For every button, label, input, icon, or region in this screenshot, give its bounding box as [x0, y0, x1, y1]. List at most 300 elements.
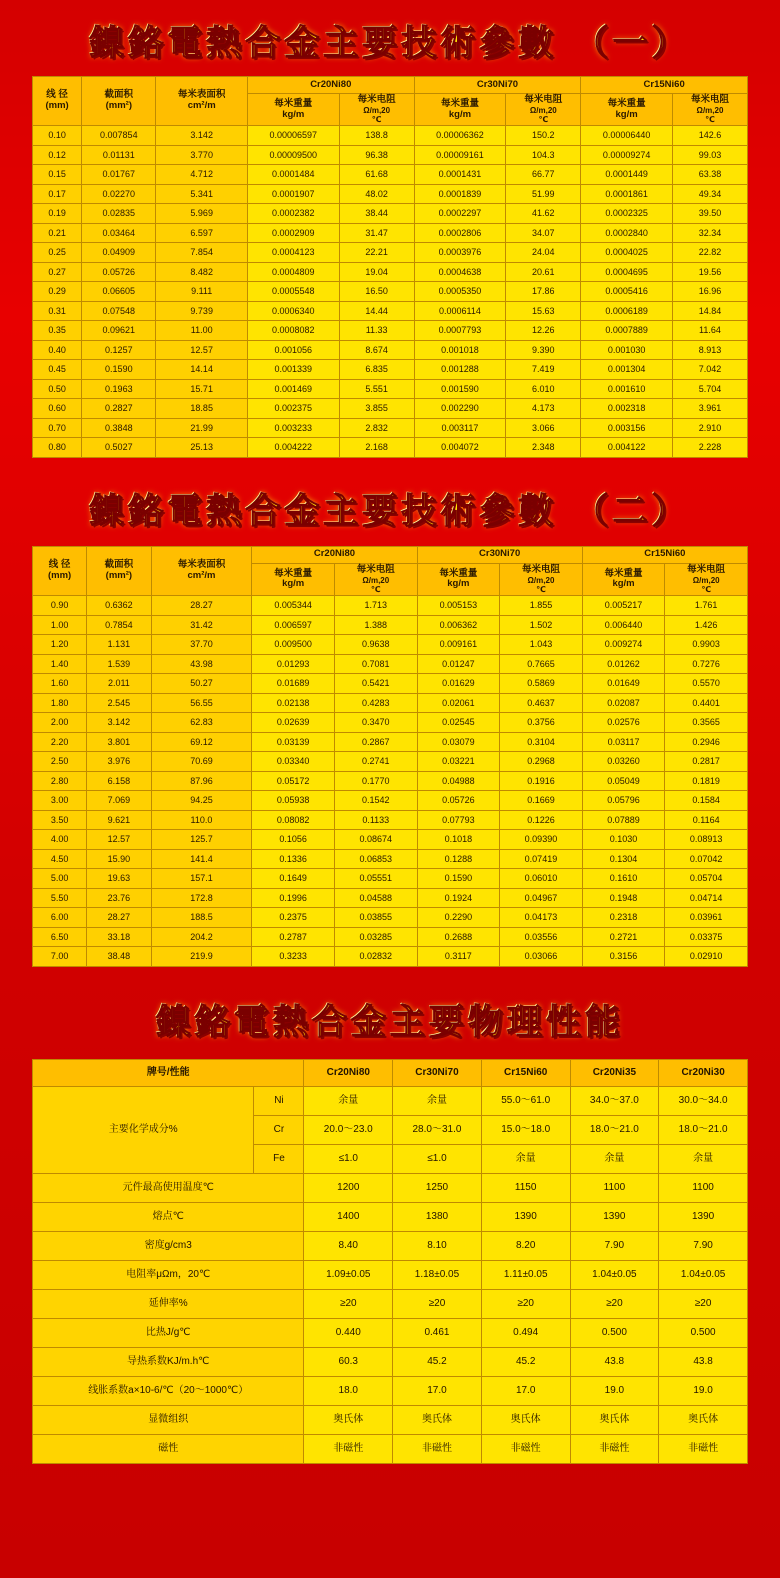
table-cell: 0.009274 — [582, 635, 665, 655]
header-res-line2: Ω/m,20 — [363, 105, 391, 115]
table-cell: 66.77 — [506, 165, 581, 185]
header-weight-line2: kg/m — [615, 108, 638, 120]
table-cell: 0.003117 — [414, 418, 506, 438]
table-cell: 12.57 — [156, 340, 248, 360]
table-cell: 62.83 — [151, 713, 252, 733]
table-cell: 2.20 — [33, 732, 87, 752]
table-cell: 6.835 — [339, 360, 414, 380]
header-res-line2: Ω/m,20 — [696, 105, 724, 115]
table-cell: 25.13 — [156, 438, 248, 458]
table-row — [33, 379, 748, 399]
header-diameter-line2: (mm) — [45, 100, 69, 112]
table-cell: 非磁性 — [659, 1434, 748, 1463]
table-cell: 21.99 — [156, 418, 248, 438]
table-cell: 0.0006189 — [581, 301, 673, 321]
table-cell: 1.855 — [500, 596, 583, 616]
table-cell: 14.44 — [339, 301, 414, 321]
table-cell: 0.1018 — [417, 830, 500, 850]
header-surface-line2: cm²/m — [187, 569, 216, 581]
table-cell: 87.96 — [151, 771, 252, 791]
table-cell: 38.48 — [87, 947, 151, 967]
table-cell: 0.08082 — [252, 810, 335, 830]
table-cell: 0.006597 — [252, 615, 335, 635]
table-cell: 0.1584 — [665, 791, 748, 811]
table-cell: 12.26 — [506, 321, 581, 341]
table-cell: 99.03 — [672, 145, 747, 165]
table-cell: 0.7081 — [334, 654, 417, 674]
table-header-row — [33, 77, 748, 94]
table-cell: 0.1590 — [417, 869, 500, 889]
table-cell: 1150 — [481, 1173, 570, 1202]
header-diameter-line2: (mm) — [47, 569, 72, 581]
header-alloy: Cr15Ni60 — [481, 1059, 570, 1086]
table-cell: 22.21 — [339, 243, 414, 263]
table-cell: 18.85 — [156, 399, 248, 419]
table-cell: 0.1948 — [582, 888, 665, 908]
table-row — [33, 947, 748, 967]
table-cell: 0.0005350 — [414, 282, 506, 302]
table-cell: 8.482 — [156, 262, 248, 282]
table-cell: 0.2867 — [334, 732, 417, 752]
table-cell: ≥20 — [304, 1289, 393, 1318]
table-cell: 8.913 — [672, 340, 747, 360]
table-cell: 非磁性 — [570, 1434, 659, 1463]
table-cell: 0.1226 — [500, 810, 583, 830]
header-res-line2: Ω/m,20 — [362, 575, 390, 585]
table-cell: 5.969 — [156, 204, 248, 224]
table-cell: 0.00009161 — [414, 145, 506, 165]
table-row — [33, 126, 748, 146]
table-row — [33, 340, 748, 360]
row-label-element: Fe — [254, 1144, 304, 1173]
table-cell: 0.01131 — [82, 145, 156, 165]
table-cell: 16.50 — [339, 282, 414, 302]
table-cell: 17.0 — [393, 1376, 482, 1405]
header-res-line2: Ω/m,20 — [692, 575, 720, 585]
table-cell: 余量 — [570, 1144, 659, 1173]
table-cell: 0.06853 — [334, 849, 417, 869]
table-cell: 24.04 — [506, 243, 581, 263]
table-cell: 60.3 — [304, 1347, 393, 1376]
table-cell: ≤1.0 — [393, 1144, 482, 1173]
table-cell: 2.348 — [506, 438, 581, 458]
table-cell: 4.00 — [33, 830, 87, 850]
table-cell: 0.27 — [33, 262, 82, 282]
header-area-line2: (mm²) — [105, 100, 132, 112]
wire-table-2-head — [33, 546, 748, 595]
table-cell: 0.003156 — [581, 418, 673, 438]
table-cell: 142.6 — [672, 126, 747, 146]
table-cell: 8.674 — [339, 340, 414, 360]
wire-table-1-head — [33, 77, 748, 126]
table-cell: 0.5869 — [500, 674, 583, 694]
table-cell: 49.34 — [672, 184, 747, 204]
table-cell: 1.09±0.05 — [304, 1260, 393, 1289]
table-row — [33, 184, 748, 204]
table-cell: 0.0002325 — [581, 204, 673, 224]
table-cell: 32.34 — [672, 223, 747, 243]
table-cell: 0.17 — [33, 184, 82, 204]
table-cell: 0.1336 — [252, 849, 335, 869]
table-cell: 0.05704 — [665, 869, 748, 889]
table-cell: 0.03260 — [582, 752, 665, 772]
table-row — [33, 927, 748, 947]
table-cell: 104.3 — [506, 145, 581, 165]
table-cell: 14.84 — [672, 301, 747, 321]
header-weight-line2: kg/m — [612, 578, 635, 590]
table-cell: 6.00 — [33, 908, 87, 928]
row-label: 元件最高使用温度℃ — [33, 1173, 304, 1202]
table-row — [33, 654, 748, 674]
table-cell: 0.3470 — [334, 713, 417, 733]
table-cell: 19.0 — [570, 1376, 659, 1405]
table-cell: 38.44 — [339, 204, 414, 224]
header-res-line1: 每米电阻 — [687, 563, 726, 575]
table-cell: 0.02832 — [334, 947, 417, 967]
table-cell: 61.68 — [339, 165, 414, 185]
table-cell: ≥20 — [393, 1289, 482, 1318]
table-cell: 0.6362 — [87, 596, 151, 616]
table-cell: 0.04909 — [82, 243, 156, 263]
table-row — [33, 635, 748, 655]
table-cell: 0.3233 — [252, 947, 335, 967]
table-cell: 51.99 — [506, 184, 581, 204]
table-cell: 0.25 — [33, 243, 82, 263]
wire-table-1 — [32, 76, 748, 458]
table-cell: 1.00 — [33, 615, 87, 635]
table-cell: 0.500 — [570, 1318, 659, 1347]
header-weight-line2: kg/m — [448, 108, 472, 120]
table-row — [33, 869, 748, 889]
table-cell: 0.05726 — [82, 262, 156, 282]
header-alloy-cr30ni70: Cr30Ni70 — [414, 77, 581, 94]
table-cell: 110.0 — [151, 810, 252, 830]
table-cell: 1.80 — [33, 693, 87, 713]
table-cell: 0.009500 — [252, 635, 335, 655]
table-cell: 17.86 — [506, 282, 581, 302]
table-cell: 0.01629 — [417, 674, 500, 694]
table-cell: 0.494 — [481, 1318, 570, 1347]
page-title-2: 鎳鉻電熱合金主要技術參數 （二） — [89, 490, 691, 532]
row-label: 密度g/cm3 — [33, 1231, 304, 1260]
table-cell: 0.2817 — [665, 752, 748, 772]
table-cell: 11.00 — [156, 321, 248, 341]
table-row — [33, 1376, 748, 1405]
table-cell: 2.00 — [33, 713, 87, 733]
table-cell: ≥20 — [570, 1289, 659, 1318]
header-area-line1: 截面积 — [104, 89, 134, 101]
table-cell: 0.009161 — [417, 635, 500, 655]
table-cell: 0.02639 — [252, 713, 335, 733]
header-area-line1: 截面积 — [104, 559, 134, 571]
table-cell: 18.0～21.0 — [659, 1115, 748, 1144]
table-cell: 219.9 — [151, 947, 252, 967]
table-header-row — [33, 546, 748, 563]
table-cell: 1.04±0.05 — [659, 1260, 748, 1289]
table-cell: 8.40 — [304, 1231, 393, 1260]
table-cell: 0.1819 — [665, 771, 748, 791]
table-cell: 16.96 — [672, 282, 747, 302]
table-row — [33, 1086, 748, 1115]
header-resistance-2 — [500, 563, 583, 595]
table-cell: 0.19 — [33, 204, 82, 224]
table-cell: 8.10 — [393, 1231, 482, 1260]
table-cell: 1.713 — [334, 596, 417, 616]
table-cell: 9.739 — [156, 301, 248, 321]
table-row — [33, 145, 748, 165]
header-res-line1: 每米电阻 — [357, 94, 396, 105]
table-cell: ≤1.0 — [304, 1144, 393, 1173]
table-row — [33, 1434, 748, 1463]
table-cell: 43.98 — [151, 654, 252, 674]
table-cell: 3.142 — [87, 713, 151, 733]
physical-properties-table — [32, 1059, 748, 1464]
table-cell: 0.1916 — [500, 771, 583, 791]
table-cell: 7.069 — [87, 791, 151, 811]
header-diameter — [33, 77, 82, 126]
header-res-line2: Ω/m,20 — [527, 575, 555, 585]
table-cell: 0.10 — [33, 126, 82, 146]
table-header-row — [33, 1059, 748, 1086]
table-cell: 20.61 — [506, 262, 581, 282]
table-cell: 0.001288 — [414, 360, 506, 380]
table-row — [33, 1260, 748, 1289]
header-weight-line1: 每米重量 — [274, 567, 313, 579]
table-cell: 4.50 — [33, 849, 87, 869]
table-cell: 0.40 — [33, 340, 82, 360]
table-row — [33, 713, 748, 733]
table-cell: 0.002318 — [581, 399, 673, 419]
table-cell: 55.0～61.0 — [481, 1086, 570, 1115]
table-cell: 1.60 — [33, 674, 87, 694]
table-cell: 0.2290 — [417, 908, 500, 928]
table-cell: 0.03066 — [500, 947, 583, 967]
table-cell: 9.111 — [156, 282, 248, 302]
header-res-line3: ℃ — [705, 115, 715, 125]
table-cell: 0.03855 — [334, 908, 417, 928]
table-cell: 125.7 — [151, 830, 252, 850]
table-cell: 0.0001907 — [247, 184, 339, 204]
header-weight-2 — [417, 563, 500, 595]
table-cell: 1.502 — [500, 615, 583, 635]
table-cell: 0.0004638 — [414, 262, 506, 282]
table-cell: 1390 — [481, 1202, 570, 1231]
table-cell: 18.0～21.0 — [570, 1115, 659, 1144]
table-row — [33, 262, 748, 282]
table-cell: 3.801 — [87, 732, 151, 752]
header-resistance-1 — [334, 563, 417, 595]
table-cell: 余量 — [304, 1086, 393, 1115]
table-cell: 0.1257 — [82, 340, 156, 360]
table-cell: 6.597 — [156, 223, 248, 243]
header-weight-1 — [252, 563, 335, 595]
page-title-3: 鎳鉻電熱合金主要物理性能 — [155, 1001, 624, 1043]
table-cell: 0.1963 — [82, 379, 156, 399]
table-cell: 2.80 — [33, 771, 87, 791]
table-cell: 3.770 — [156, 145, 248, 165]
table-cell: 33.18 — [87, 927, 151, 947]
table-cell: 1380 — [393, 1202, 482, 1231]
table-cell: 48.02 — [339, 184, 414, 204]
table-cell: 28.27 — [87, 908, 151, 928]
header-surface-line2: cm²/m — [187, 100, 216, 112]
table-cell: 0.90 — [33, 596, 87, 616]
table-cell: 0.01767 — [82, 165, 156, 185]
table-cell: 0.0005416 — [581, 282, 673, 302]
row-label: 比热J/g℃ — [33, 1318, 304, 1347]
table-cell: 0.1164 — [665, 810, 748, 830]
table-cell: 0.7665 — [500, 654, 583, 674]
table-cell: 3.961 — [672, 399, 747, 419]
table-cell: 0.04967 — [500, 888, 583, 908]
table-cell: 1200 — [304, 1173, 393, 1202]
table-row — [33, 693, 748, 713]
table-cell: 5.341 — [156, 184, 248, 204]
table-cell: ≥20 — [481, 1289, 570, 1318]
table-cell: 0.05726 — [417, 791, 500, 811]
table-cell: 0.03079 — [417, 732, 500, 752]
table-cell: 0.07419 — [500, 849, 583, 869]
table-cell: 0.07548 — [82, 301, 156, 321]
table-cell: 0.001469 — [247, 379, 339, 399]
table-cell: 0.02138 — [252, 693, 335, 713]
table-cell: 15.0～18.0 — [481, 1115, 570, 1144]
wire-table-1-body — [33, 126, 748, 458]
table-cell: 0.02061 — [417, 693, 500, 713]
table-cell: 0.29 — [33, 282, 82, 302]
table-cell: 0.0007889 — [581, 321, 673, 341]
table-cell: 0.2688 — [417, 927, 500, 947]
table-cell: 0.05551 — [334, 869, 417, 889]
table-cell: 0.001590 — [414, 379, 506, 399]
table-cell: 157.1 — [151, 869, 252, 889]
table-cell: 奥氏体 — [570, 1405, 659, 1434]
table-cell: 1.11±0.05 — [481, 1260, 570, 1289]
table-cell: 0.004222 — [247, 438, 339, 458]
table-cell: 0.02545 — [417, 713, 500, 733]
page-title-1: 鎳鉻電熱合金主要技術參數 （一） — [89, 23, 691, 64]
table-cell: 0.005217 — [582, 596, 665, 616]
table-row — [33, 1173, 748, 1202]
table-row — [33, 360, 748, 380]
table-cell: 1.131 — [87, 635, 151, 655]
table-cell: 20.0～23.0 — [304, 1115, 393, 1144]
table-cell: 0.3756 — [500, 713, 583, 733]
table-cell: 0.07889 — [582, 810, 665, 830]
table-cell: 1.40 — [33, 654, 87, 674]
table-cell: 0.7276 — [665, 654, 748, 674]
table-cell: 0.1542 — [334, 791, 417, 811]
table-cell: 2.168 — [339, 438, 414, 458]
table-cell: 奥氏体 — [481, 1405, 570, 1434]
table-cell: 0.1924 — [417, 888, 500, 908]
table-cell: 0.9638 — [334, 635, 417, 655]
table-cell: 0.002375 — [247, 399, 339, 419]
table-cell: 0.01262 — [582, 654, 665, 674]
header-res-line3: ℃ — [538, 115, 549, 125]
table-cell: ≥20 — [659, 1289, 748, 1318]
table-cell: 0.06010 — [500, 869, 583, 889]
table-cell: 1.18±0.05 — [393, 1260, 482, 1289]
table-cell: 0.5027 — [82, 438, 156, 458]
table-cell: 2.910 — [672, 418, 747, 438]
table-cell: 0.00006597 — [247, 126, 339, 146]
table-cell: 12.57 — [87, 830, 151, 850]
table-row — [33, 399, 748, 419]
table-cell: 0.0005548 — [247, 282, 339, 302]
table-cell: 7.00 — [33, 947, 87, 967]
table-cell: 31.42 — [151, 615, 252, 635]
table-cell: 2.832 — [339, 418, 414, 438]
table-cell: 37.70 — [151, 635, 252, 655]
header-surface — [151, 546, 252, 595]
table-row — [33, 810, 748, 830]
table-cell: 非磁性 — [304, 1434, 393, 1463]
table-cell: 30.0～34.0 — [659, 1086, 748, 1115]
table-cell: 6.50 — [33, 927, 87, 947]
header-res-line1: 每米电阻 — [690, 94, 729, 105]
table-cell: 0.001056 — [247, 340, 339, 360]
wire-table-2-body — [33, 596, 748, 967]
table-cell: 1.388 — [334, 615, 417, 635]
table-cell: 0.03961 — [665, 908, 748, 928]
table-cell: 0.0002840 — [581, 223, 673, 243]
row-label: 导热系数KJ/m.h℃ — [33, 1347, 304, 1376]
header-weight-line2: kg/m — [282, 108, 305, 120]
table-cell: 4.173 — [506, 399, 581, 419]
table-cell: 0.2318 — [582, 908, 665, 928]
table-cell: 43.8 — [570, 1347, 659, 1376]
table-cell: 0.0003976 — [414, 243, 506, 263]
table-cell: 0.08674 — [334, 830, 417, 850]
table-cell: 0.3156 — [582, 947, 665, 967]
table-cell: 0.0001431 — [414, 165, 506, 185]
table-cell: 1400 — [304, 1202, 393, 1231]
table-cell: 0.04588 — [334, 888, 417, 908]
header-surface-line1: 每米表面积 — [177, 89, 226, 101]
table-cell: 1390 — [659, 1202, 748, 1231]
table-cell: 0.09390 — [500, 830, 583, 850]
table-cell: 4.712 — [156, 165, 248, 185]
table-cell: 7.419 — [506, 360, 581, 380]
table-cell: 非磁性 — [481, 1434, 570, 1463]
table-cell: 0.0006114 — [414, 301, 506, 321]
table-cell: 22.82 — [672, 243, 747, 263]
table-cell: 0.2375 — [252, 908, 335, 928]
table-cell: 41.62 — [506, 204, 581, 224]
table-cell: 7.854 — [156, 243, 248, 263]
table-cell: 0.500 — [659, 1318, 748, 1347]
table-cell: 11.64 — [672, 321, 747, 341]
table-row — [33, 321, 748, 341]
header-weight-line1: 每米重量 — [274, 97, 313, 109]
table-cell: 0.3104 — [500, 732, 583, 752]
table-cell: 0.5570 — [665, 674, 748, 694]
table-cell: 0.0002382 — [247, 204, 339, 224]
table-cell: 7.90 — [659, 1231, 748, 1260]
table-cell: 34.0～37.0 — [570, 1086, 659, 1115]
table-cell: 0.1288 — [417, 849, 500, 869]
table-cell: 0.4637 — [500, 693, 583, 713]
table-row — [33, 830, 748, 850]
header-res-line3: ℃ — [701, 584, 712, 594]
table-row — [33, 908, 748, 928]
header-alloy: Cr20Ni35 — [570, 1059, 659, 1086]
header-res-line2: Ω/m,20 — [529, 105, 557, 115]
header-weight-line2: kg/m — [282, 578, 305, 590]
row-label: 延伸率% — [33, 1289, 304, 1318]
table-cell: 0.001339 — [247, 360, 339, 380]
